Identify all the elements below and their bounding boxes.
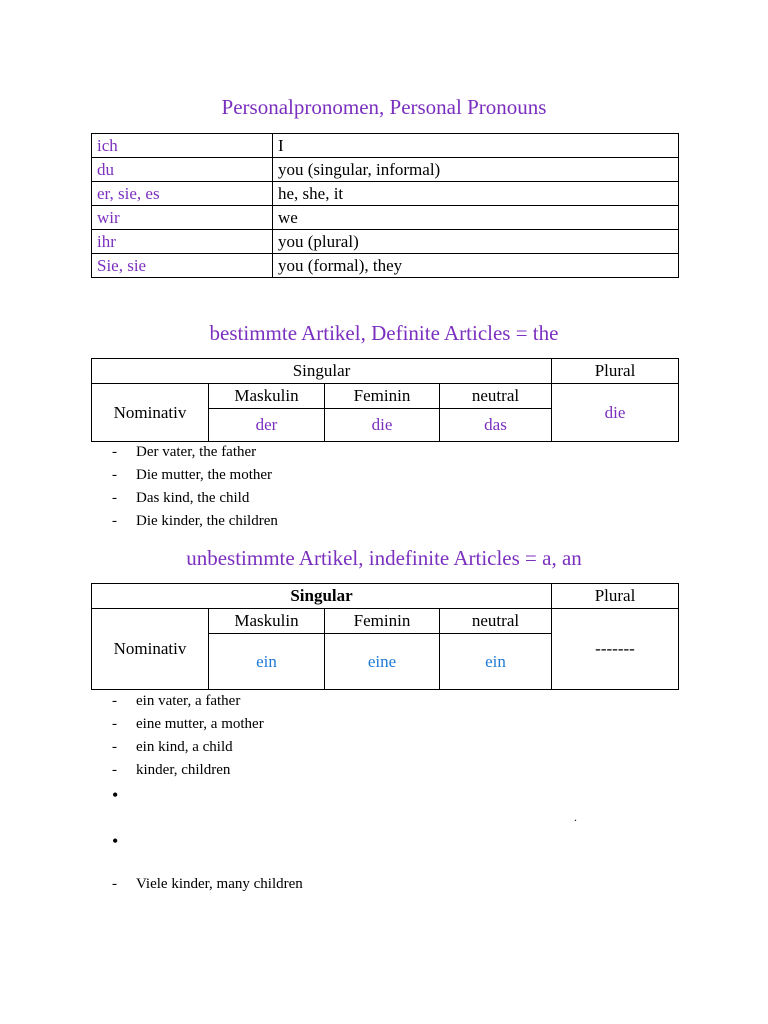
- table-row: [92, 134, 679, 158]
- english-pronoun: he, she, it: [273, 182, 679, 206]
- gender-feminine: Feminin: [325, 609, 440, 634]
- example-text: Die kinder, the children: [136, 513, 278, 529]
- german-pronoun: Sie, sie: [92, 254, 273, 278]
- table-row: [92, 230, 679, 254]
- article-masculine: ein: [209, 634, 325, 690]
- singular-header: Singular: [92, 584, 552, 609]
- case-label: Nominativ: [92, 384, 209, 442]
- empty-bullet: •: [112, 831, 119, 851]
- indefinite-article-table: [91, 583, 679, 690]
- case-label: Nominativ: [92, 609, 209, 690]
- german-pronoun: wir: [92, 206, 273, 230]
- plural-article: -------: [552, 609, 679, 690]
- definite-heading: bestimmte Artikel, Definite Articles = the: [209, 321, 559, 345]
- dash-marker: -: [112, 876, 117, 892]
- gender-neuter: neutral: [440, 609, 552, 634]
- table-row: [92, 158, 679, 182]
- dash-marker: -: [112, 693, 117, 709]
- english-pronoun: we: [273, 206, 679, 230]
- example-text: ein kind, a child: [136, 739, 233, 755]
- pronouns-heading: Personalpronomen, Personal Pronouns: [221, 95, 547, 119]
- definite-examples-list: [112, 441, 278, 533]
- example-text: ein vater, a father: [136, 693, 241, 709]
- article-neuter: ein: [440, 634, 552, 690]
- dash-marker: -: [112, 490, 117, 506]
- pronoun-table: [91, 133, 679, 278]
- example-text: kinder, children: [136, 762, 231, 778]
- dash-marker: -: [112, 467, 117, 483]
- english-pronoun: you (plural): [273, 230, 679, 254]
- empty-bullet: •: [112, 785, 119, 805]
- english-pronoun: I: [273, 134, 679, 158]
- gender-neuter: neutral: [440, 384, 552, 409]
- article-masculine: der: [209, 409, 325, 442]
- table-row: [92, 609, 679, 634]
- list-item: [112, 464, 278, 487]
- final-examples-list: [112, 873, 303, 896]
- example-text: Die mutter, the mother: [136, 467, 273, 483]
- dash-marker: -: [112, 739, 117, 755]
- plural-header: Plural: [552, 584, 679, 609]
- dash-marker: -: [112, 716, 117, 732]
- table-row: [92, 584, 679, 609]
- english-pronoun: you (formal), they: [273, 254, 679, 278]
- indefinite-examples-list: [112, 690, 264, 782]
- table-row: [92, 359, 679, 384]
- table-row: [92, 206, 679, 230]
- german-pronoun: ich: [92, 134, 273, 158]
- table-row: [92, 384, 679, 409]
- plural-article: die: [552, 384, 679, 442]
- plural-header: Plural: [552, 359, 679, 384]
- singular-header: Singular: [92, 359, 552, 384]
- german-pronoun: er, sie, es: [92, 182, 273, 206]
- example-text: Viele kinder, many children: [136, 876, 303, 892]
- article-feminine: eine: [325, 634, 440, 690]
- example-text: Das kind, the child: [136, 490, 250, 506]
- article-feminine: die: [325, 409, 440, 442]
- gender-feminine: Feminin: [325, 384, 440, 409]
- dash-marker: -: [112, 444, 117, 460]
- list-item: [112, 713, 264, 736]
- dash-marker: -: [112, 762, 117, 778]
- example-text: eine mutter, a mother: [136, 716, 264, 732]
- list-item: [112, 487, 278, 510]
- indefinite-heading: unbestimmte Artikel, indefinite Articles = a, an: [186, 546, 582, 570]
- example-text: Der vater, the father: [136, 444, 257, 460]
- list-item: [112, 736, 264, 759]
- stray-dot: .: [574, 810, 577, 824]
- table-row: [92, 182, 679, 206]
- list-item: [112, 759, 264, 782]
- gender-masculine: Maskulin: [209, 609, 325, 634]
- german-pronoun: ihr: [92, 230, 273, 254]
- list-item: [112, 690, 264, 713]
- table-row: [92, 254, 679, 278]
- article-neuter: das: [440, 409, 552, 442]
- german-pronoun: du: [92, 158, 273, 182]
- definite-article-table: [91, 358, 679, 442]
- list-item: [112, 510, 278, 533]
- list-item: [112, 873, 303, 896]
- list-item: [112, 441, 278, 464]
- english-pronoun: you (singular, informal): [273, 158, 679, 182]
- gender-masculine: Maskulin: [209, 384, 325, 409]
- dash-marker: -: [112, 513, 117, 529]
